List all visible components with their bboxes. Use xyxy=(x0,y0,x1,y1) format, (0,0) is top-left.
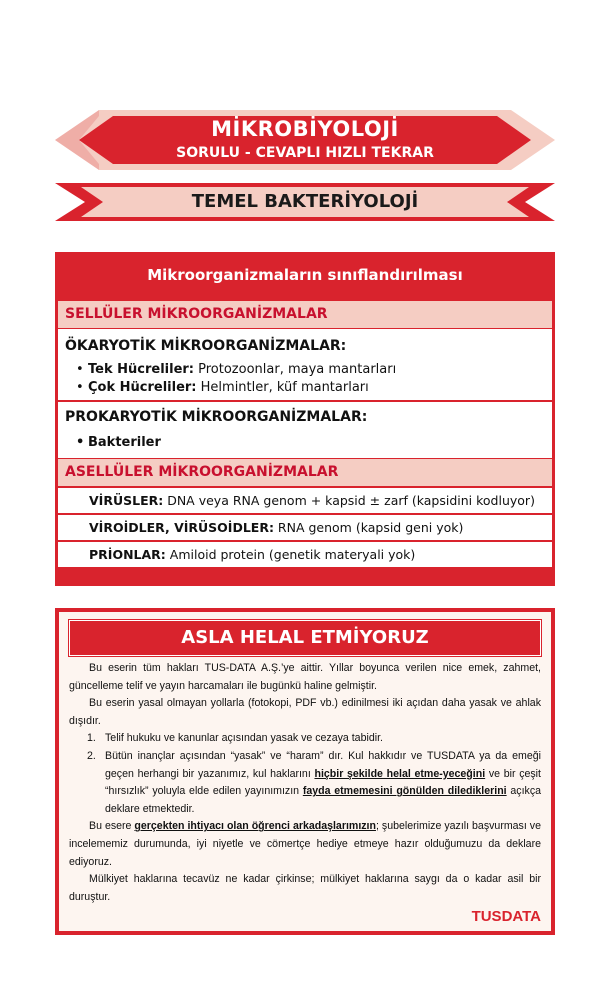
list-item xyxy=(58,362,396,377)
underlined-text: fayda etmemesini gönülden dilediklerini xyxy=(302,785,507,798)
list-item-text: açıkça deklare etmektedir. xyxy=(105,785,542,815)
classification-table xyxy=(55,252,555,586)
title-banner xyxy=(55,110,555,170)
list-item-text: Telif hukuku ve kanunlar açısından yasak ve cezaya tabidir. xyxy=(105,732,383,745)
list-item: 2. Bütün inançlar açısından “yasak” ve “haram” dır. Kul hakkıdır ve TUSDATA ya da emeği geçen herhangi bir yazanımız, kul haklarını hiçbir şekilde helal etme-yeceğini ve bir çeşit “hırsızlık” yoluyla elde edilen yayınımızın fayda etmemesini gönülden dilediklerini açıkça deklare etmektedir. xyxy=(87,749,542,815)
list-item: • Bakteriler xyxy=(58,435,161,450)
section-banner xyxy=(55,183,555,221)
viroids-text: RNA genom (kapsid geni yok) xyxy=(273,520,464,535)
viroids-row xyxy=(58,515,552,540)
viroids-label: VİROİDLER, VİRÜSOİDLER: xyxy=(89,520,274,535)
item-label: Çok Hücreliler: xyxy=(88,380,197,395)
viruses-label: VİRÜSLER: xyxy=(89,493,164,508)
underlined-text: hiçbir şekilde helal etme-yeceğini xyxy=(314,767,486,780)
main-subtitle: SORULU - CEVAPLI HIZLI TEKRAR xyxy=(176,145,434,161)
item-text: Helmintler, küf mantarları xyxy=(196,380,369,395)
main-title: MİKROBİYOLOJİ xyxy=(211,117,399,141)
notice-title: ASLA HELAL ETMİYORUZ xyxy=(69,620,541,656)
list-item-text: Bütün inançlar açısından “yasak” ve “haram” dır. Kul hakkıdır ve TUSDATA ya da emeği geçen herhangi bir yazanımız, kul haklarını xyxy=(105,749,541,780)
item-text: Protozoonlar, maya mantarları xyxy=(194,362,397,377)
paragraph xyxy=(69,818,541,871)
brand-signature: TUSDATA xyxy=(471,908,541,925)
eukaryotic-header: ÖKARYOTİK MİKROORGANİZMALAR: xyxy=(65,338,347,354)
underlined-text: gerçekten ihtiyacı olan öğrenci arkadaşlarımızın xyxy=(134,820,376,833)
copyright-notice xyxy=(55,608,555,935)
paragraph-text: ; şubelerimize yazılı başvurması ve incelememiz durumunda, iyi niyetle ve cömertçe hediye etmeye hazır olduğumuzu da deklare ediyoruz. xyxy=(69,820,541,868)
table-title: Mikroorganizmaların sınıflandırılması xyxy=(147,266,463,284)
viruses-text: DNA veya RNA genom + kapsid ± zarf (kapsidini kodluyor) xyxy=(163,493,535,508)
list-item-text: ve bir çeşit “hırsızlık” yoluyla elde edilen yayınımızın xyxy=(105,767,541,798)
prions-text: Amiloid protein (genetik materyali yok) xyxy=(165,547,416,562)
acellular-section-header: ASELLÜLER MİKROORGANİZMALAR xyxy=(58,459,552,486)
paragraph: Bu eserin yasal olmayan yollarla (fotokopi, PDF vb.) edinilmesi iki açıdan daha yasak ve ahlak dışıdır. xyxy=(69,697,541,727)
paragraph: Mülkiyet haklarına tecavüz ne kadar çirkinse; mülkiyet haklarına saygı da o kadar asil bir duruştur. xyxy=(69,873,541,903)
prokaryotic-block xyxy=(58,402,552,458)
notice-text xyxy=(69,660,541,906)
paragraph-text: Bu esere xyxy=(89,820,135,833)
viruses-row xyxy=(58,488,552,513)
paragraph: Bu eserin tüm hakları TUS-DATA A.Ş.’ye aittir. Yıllar boyunca verilen nice emek, zahmet, güncelleme telif ve yayın harcamaları ile bugünkü haline gelmiştir. xyxy=(69,662,541,692)
prions-row xyxy=(58,542,552,567)
notice-body xyxy=(59,612,551,931)
list-item: 1. Telif hukuku ve kanunlar açısından yasak ve cezaya tabidir. xyxy=(87,732,383,745)
prions-label: PRİONLAR: xyxy=(89,547,166,562)
prokaryotic-header: PROKARYOTİK MİKROORGANİZMALAR: xyxy=(65,409,368,425)
section-title: TEMEL BAKTERİYOLOJİ xyxy=(191,191,419,212)
cellular-section-header: SELLÜLER MİKROORGANİZMALAR xyxy=(58,301,552,328)
list-item xyxy=(58,380,369,395)
eukaryotic-block xyxy=(58,329,552,400)
item-label: Tek Hücreliler: xyxy=(88,362,194,377)
